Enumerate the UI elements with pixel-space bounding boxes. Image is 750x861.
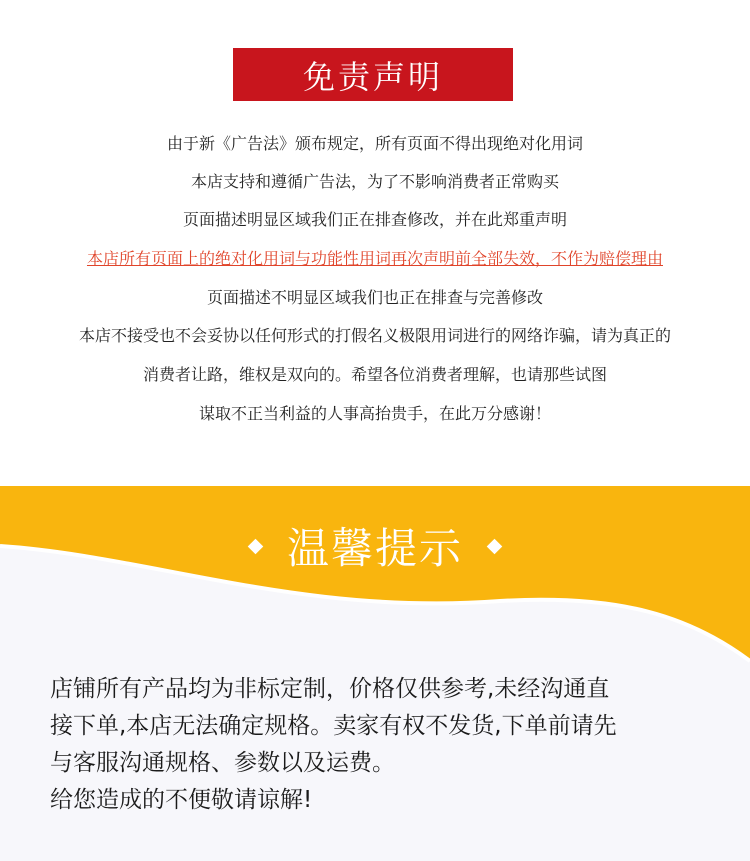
- disclaimer-line-1: 由于新《广告法》颁布规定，所有页面不得出现绝对化用词: [166, 134, 583, 153]
- tips-line-2: 接下单,本店无法确定规格。卖家有权不发货,下单前请先: [50, 713, 617, 739]
- disclaimer-line-7: 消费者让路，维权是双向的。希望各位消费者理解，也请那些试图: [142, 365, 607, 384]
- tips-line-4: 给您造成的不便敬请谅解!: [50, 787, 313, 813]
- tips-title: 温馨提示: [286, 524, 463, 573]
- disclaimer-title: 免责声明: [233, 48, 513, 101]
- tips-title-banner: [0, 516, 750, 576]
- disclaimer-line-2: 本店支持和遵循广告法，为了不影响消费者正常购买: [190, 172, 559, 191]
- tips-line-1: 店铺所有产品均为非标定制，价格仅供参考,未经沟通直: [50, 676, 610, 702]
- tips-paragraph: [50, 671, 710, 819]
- disclaimer-line-8: 谋取不正当利益的人事高抬贵手，在此万分感谢！: [198, 404, 551, 423]
- tips-line-3: 与客服沟通规格、参数以及运费。: [50, 750, 395, 776]
- disclaimer-line-3: 页面描述明显区域我们正在排查修改，并在此郑重声明: [182, 210, 567, 229]
- disclaimer-line-6: 本店不接受也不会妥协以任何形式的打假名义极限用词进行的网络诈骗，请为真正的: [78, 326, 671, 345]
- disclaimer-line-highlight: 本店所有页面上的绝对化用词与功能性用词再次声明前全部失效，不作为赔偿理由: [86, 249, 663, 268]
- diamond-icon-right: [487, 538, 503, 554]
- disclaimer-line-5: 页面描述不明显区域我们也正在排查与完善修改: [206, 288, 543, 307]
- diamond-icon-left: [248, 538, 264, 554]
